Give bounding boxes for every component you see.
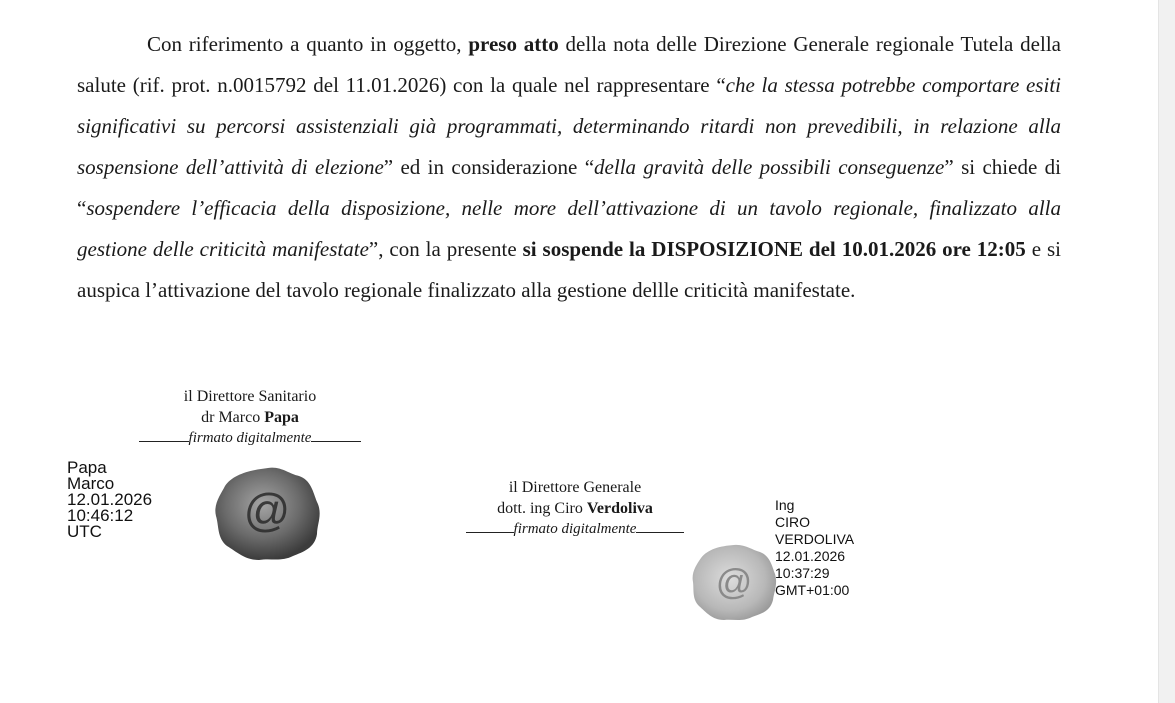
signature-block-sanitario bbox=[100, 386, 400, 449]
text-run: ” si chiede di “ bbox=[77, 155, 1061, 220]
stamp-line: GMT+01:00 bbox=[775, 582, 850, 598]
digital-signature-seal-icon bbox=[690, 542, 778, 622]
stamp-line: VERDOLIVA bbox=[775, 531, 855, 547]
stamp-line: Marco bbox=[67, 474, 115, 493]
signed-digitally-line: firmato digitalmente bbox=[100, 428, 400, 449]
stamp-line: Ing bbox=[775, 497, 795, 513]
italic-quote: della gravità delle possibili conseguenze bbox=[594, 155, 945, 179]
svg-text:@: @ bbox=[243, 484, 291, 536]
stamp-line: 12.01.2026 bbox=[67, 490, 153, 509]
stamp-line: UTC bbox=[67, 522, 102, 541]
signer-role: il Direttore Generale bbox=[508, 479, 642, 496]
stamp-line: 12.01.2026 bbox=[775, 548, 846, 564]
signer-name: dott. ing Ciro Verdoliva bbox=[497, 500, 653, 517]
signed-digitally-line: firmato digitalmente bbox=[430, 519, 720, 540]
signature-stamp-generale bbox=[775, 497, 854, 599]
stamp-line: 10:46:12 bbox=[67, 506, 134, 525]
bold-run: si sospende la DISPOSIZIONE del 10.01.2026 ore 12:05 bbox=[522, 237, 1026, 261]
stamp-line: CIRO bbox=[775, 514, 810, 530]
stamp-line: 10:37:29 bbox=[775, 565, 830, 581]
stamp-line: Papa bbox=[67, 458, 107, 477]
text-run: della nota delle Direzione Generale regionale Tutela della salute (rif. prot. n.0015792 del 11.01.2026) con la quale nel rappresentare “ bbox=[77, 32, 1061, 97]
signer-name: dr Marco Papa bbox=[201, 409, 299, 426]
svg-text:@: @ bbox=[715, 561, 753, 602]
signature-block-generale bbox=[430, 477, 720, 540]
italic-quote: sospendere l’efficacia della disposizione, nelle more dell’attivazione di un tavolo regionale, finalizzato alla gestione delle criticità manifestate bbox=[77, 196, 1061, 261]
text-run: ”, con la presente bbox=[368, 237, 523, 261]
body-paragraph bbox=[77, 24, 1061, 311]
signer-role: il Direttore Sanitario bbox=[183, 388, 317, 405]
scrollbar-track[interactable] bbox=[1158, 0, 1175, 703]
text-run: ” ed in considerazione “ bbox=[383, 155, 595, 179]
text-run: e si auspica l’attivazione del tavolo regionale finalizzato alla gestione dellle criticità manifestate. bbox=[77, 237, 1061, 302]
signature-stamp-sanitario bbox=[67, 460, 152, 540]
italic-quote: che la stessa potrebbe comportare esiti significativi su percorsi assistenziali già programmati, determinando ritardi non prevedibili, in relazione alla sospensione dell’attività di elezione bbox=[77, 73, 1061, 179]
digital-signature-seal-icon bbox=[213, 464, 323, 562]
bold-run: preso atto bbox=[468, 32, 559, 56]
text-run: Con riferimento a quanto in oggetto, bbox=[147, 32, 469, 56]
